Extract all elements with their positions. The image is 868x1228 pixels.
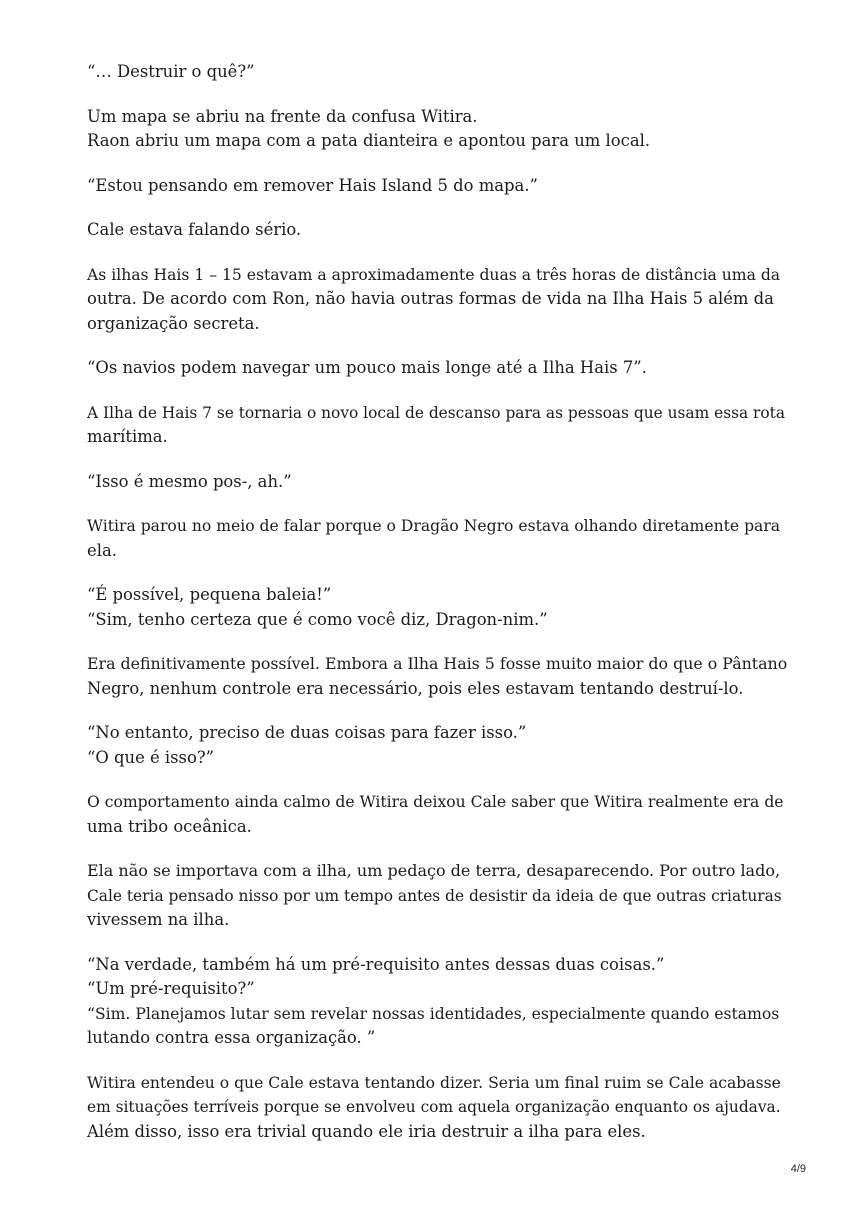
paragraph [87, 953, 787, 1051]
paragraph [87, 721, 787, 770]
page-number: 4/9 [790, 1163, 806, 1175]
text-line: As ilhas Hais 1 – 15 estavam a aproximadamente duas a três horas de distância uma da [87, 265, 781, 284]
text-line: Além disso, isso era trivial quando ele iria destruir a ilha para eles. [87, 1121, 646, 1141]
text-line: “Os navios podem navegar um pouco mais longe até a Ilha Hais 7”. [87, 358, 647, 377]
text-line: organização secreta. [87, 313, 260, 333]
text-line: Cale estava falando sério. [87, 220, 302, 239]
document-body [87, 60, 787, 1164]
text-line: uma tribo oceânica. [87, 816, 252, 836]
text-line: Witira entendeu o que Cale estava tentando dizer. Seria um final ruim se Cale acabasse [87, 1073, 781, 1092]
text-line: ela. [87, 540, 117, 560]
text-line: “Isso é mesmo pos-, ah.” [87, 471, 292, 491]
text-line: Ela não se importava com a ilha, um pedaço de terra, desaparecendo. Por outro lado, [87, 861, 781, 880]
text-line: marítima. [87, 427, 168, 446]
paragraph [87, 401, 787, 450]
text-line: “… Destruir o quê?” [87, 62, 255, 81]
text-line: “Na verdade, também há um pré-requisito antes dessas duas coisas.” [87, 954, 665, 974]
text-line: vivessem na ilha. [87, 910, 230, 929]
paragraph [87, 790, 787, 839]
text-line: A Ilha de Hais 7 se tornaria o novo local de descanso para as pessoas que usam essa rota [87, 403, 786, 422]
paragraph [87, 1071, 787, 1145]
text-line: “Sim, tenho certeza que é como você diz, Dragon-nim.” [87, 609, 548, 629]
text-line: “Sim. Planejamos lutar sem revelar nossas identidades, especialmente quando estamos [87, 1004, 780, 1023]
text-line: “No entanto, preciso de duas coisas para fazer isso.” [87, 723, 527, 742]
text-line: Negro, nenhum controle era necessário, pois eles estavam tentando destruí-lo. [87, 678, 744, 698]
paragraph [87, 263, 787, 337]
text-line: “Estou pensando em remover Hais Island 5 do mapa.” [87, 175, 538, 195]
paragraph [87, 470, 787, 495]
text-line: outra. De acordo com Ron, não havia outras formas de vida na Ilha Hais 5 além da [87, 289, 774, 308]
paragraph [87, 356, 787, 381]
text-line: Era definitivamente possível. Embora a Ilha Hais 5 fosse muito maior do que o Pântano [87, 654, 788, 673]
paragraph [87, 859, 787, 933]
paragraph [87, 583, 787, 632]
text-line: lutando contra essa organização. ” [87, 1028, 376, 1047]
text-line: “É possível, pequena baleia!” [87, 585, 332, 604]
paragraph [87, 105, 787, 154]
text-line: “Um pré-requisito?” [87, 979, 255, 998]
text-line: Witira parou no meio de falar porque o Dragão Negro estava olhando diretamente para [87, 517, 781, 535]
text-line: em situações terríveis porque se envolveu com aquela organização enquanto os ajudava. [87, 1098, 781, 1116]
text-line: Um mapa se abriu na frente da confusa Witira. [87, 106, 478, 126]
paragraph [87, 174, 787, 199]
text-line: Cale teria pensado nisso por um tempo antes de desistir da ideia de que outras criaturas [87, 886, 782, 905]
text-line: Raon abriu um mapa com a pata dianteira e apontou para um local. [87, 131, 651, 150]
paragraph [87, 652, 787, 701]
paragraph [87, 60, 787, 85]
text-line: O comportamento ainda calmo de Witira deixou Cale saber que Witira realmente era de [87, 793, 784, 811]
paragraph [87, 514, 787, 563]
paragraph [87, 218, 787, 243]
text-line: “O que é isso?” [87, 747, 214, 767]
